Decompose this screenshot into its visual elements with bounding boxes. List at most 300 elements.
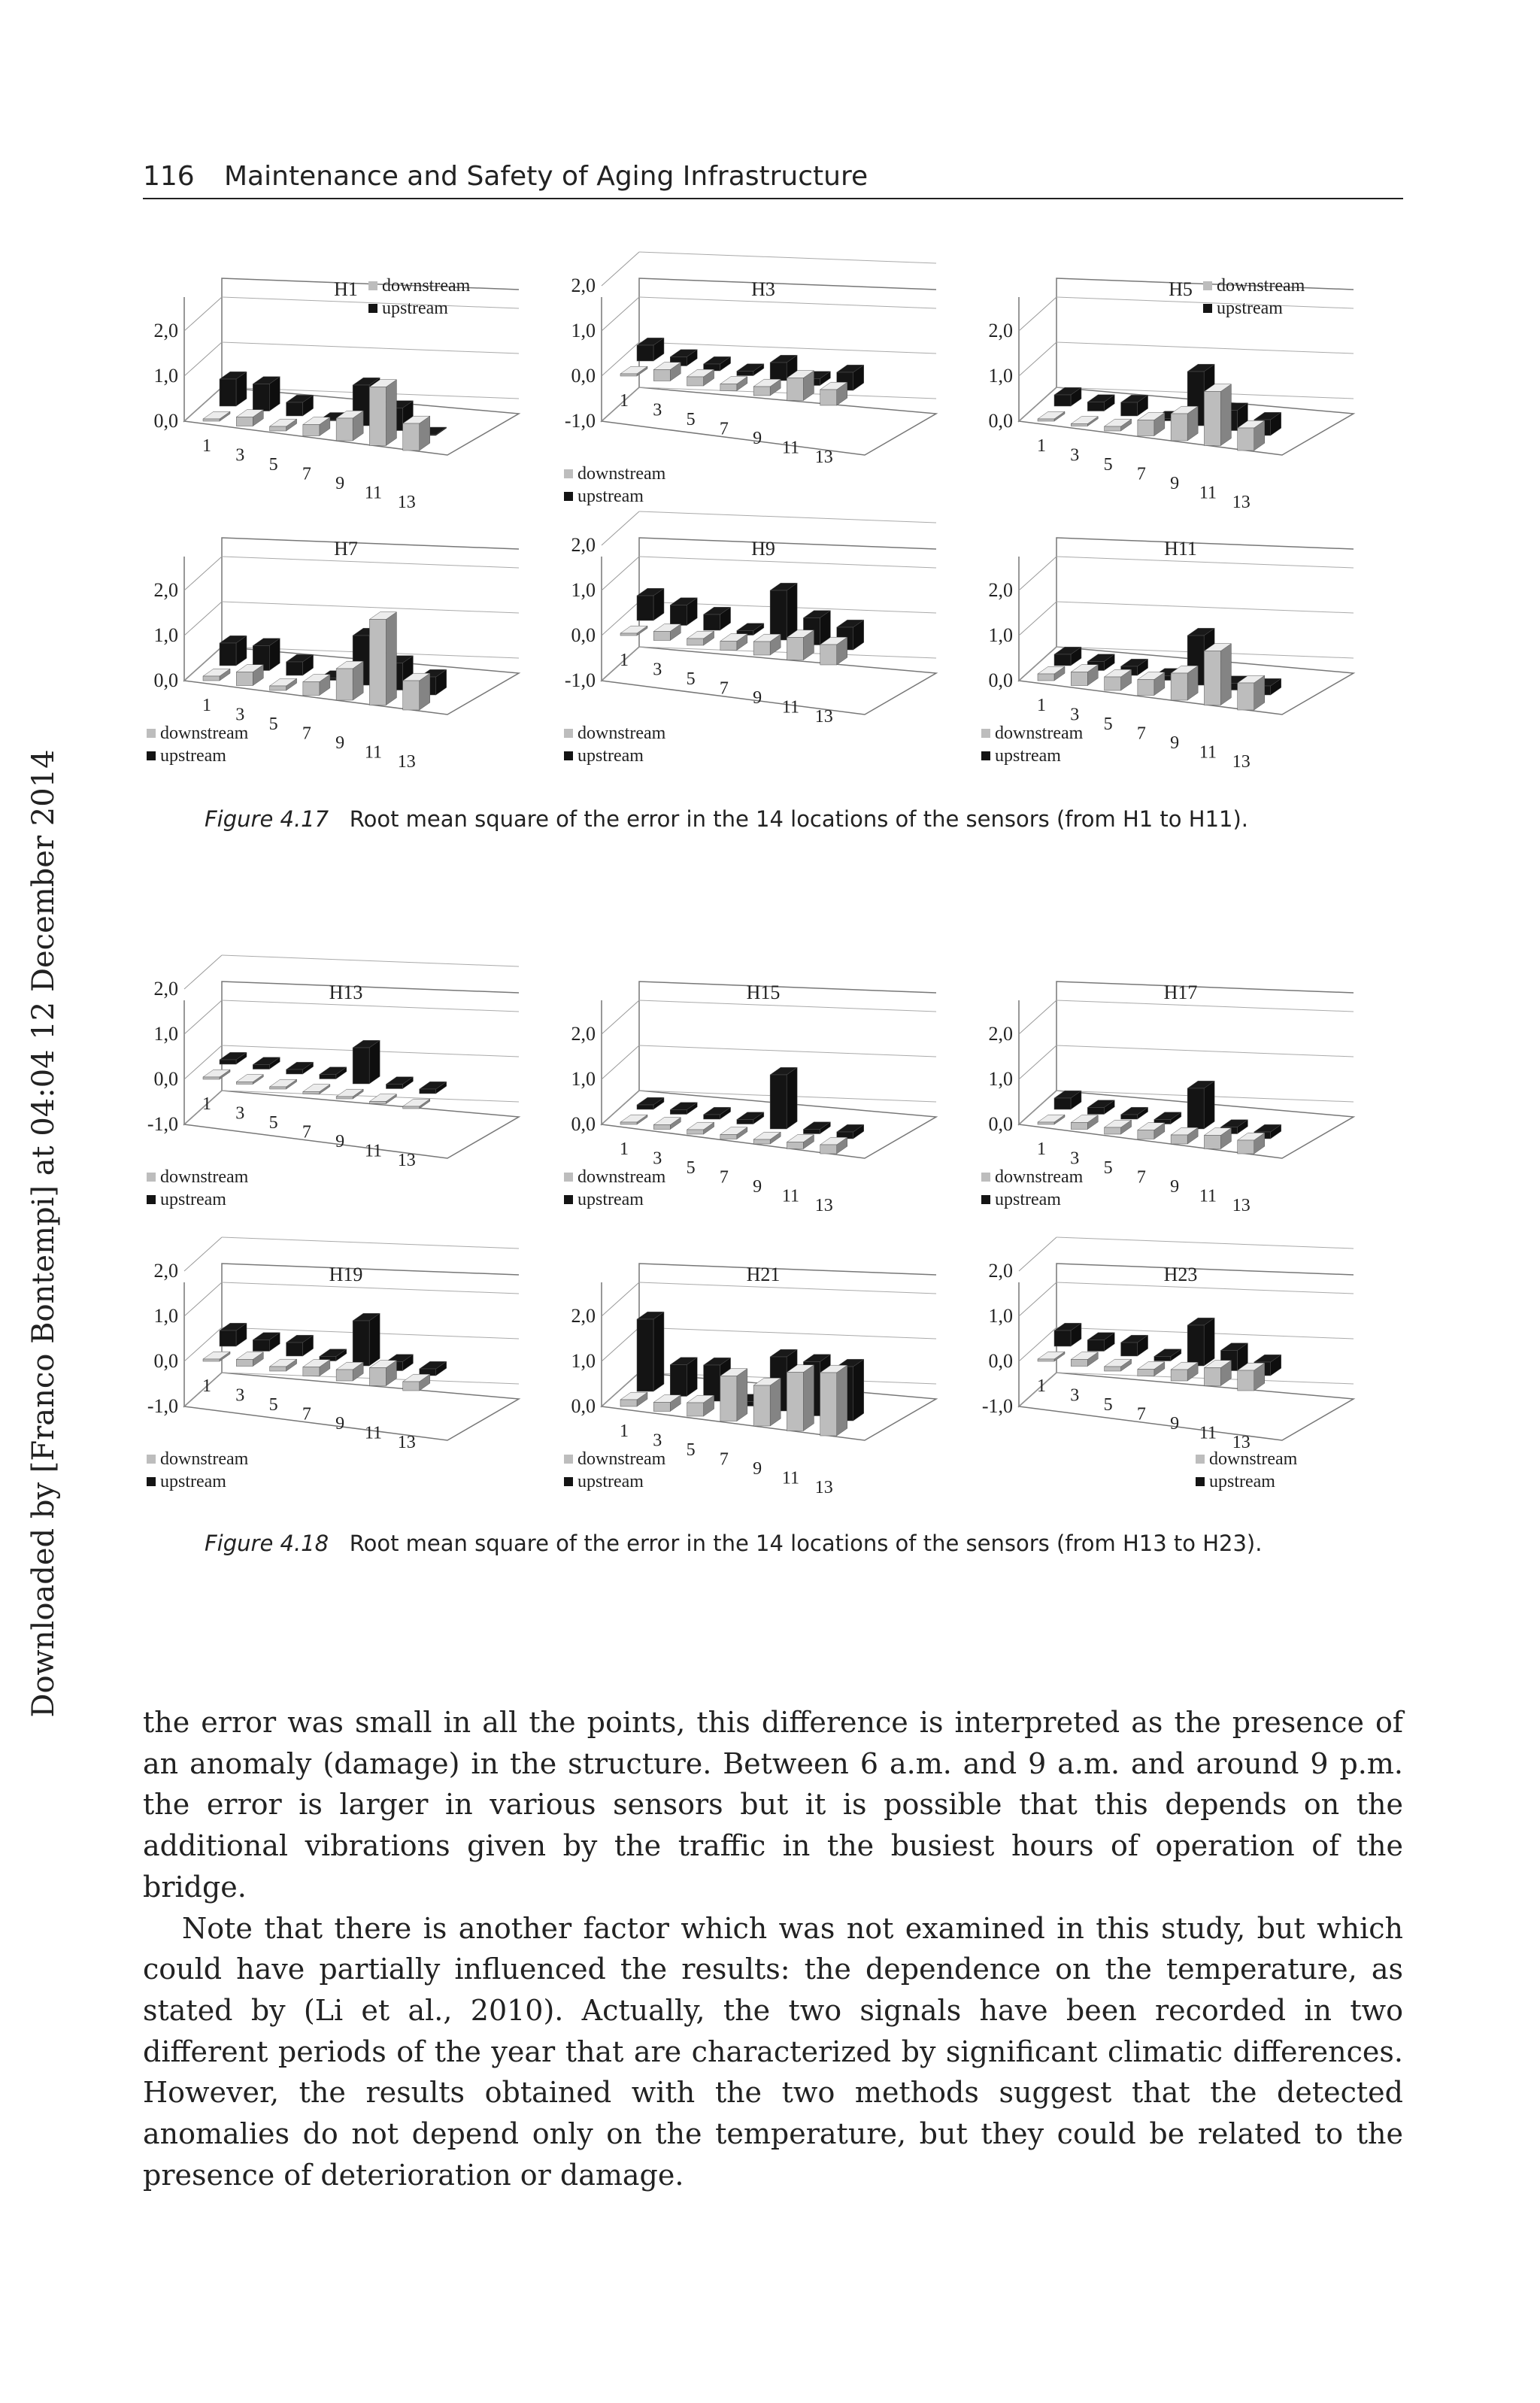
bar-downstream bbox=[1105, 669, 1132, 690]
floor-plane bbox=[184, 1373, 519, 1440]
chart-title: H17 bbox=[1163, 982, 1198, 1003]
bar-downstream bbox=[1138, 1123, 1165, 1139]
bar-downstream bbox=[1171, 666, 1198, 700]
bar-upstream bbox=[704, 1107, 731, 1119]
x-tick-label: 9 bbox=[1170, 474, 1180, 493]
bar-downstream bbox=[653, 1395, 681, 1412]
x-tick-label: 9 bbox=[335, 474, 345, 493]
bar-downstream bbox=[787, 1365, 814, 1431]
x-tick-label: 5 bbox=[686, 669, 696, 689]
x-tick-label: 1 bbox=[1037, 696, 1046, 715]
x-tick-label: 5 bbox=[1103, 715, 1113, 734]
x-tick-label: 9 bbox=[753, 1177, 762, 1197]
bar-upstream bbox=[1054, 387, 1081, 406]
y-tick-label: 1,0 bbox=[571, 320, 596, 341]
bar-upstream bbox=[1154, 1112, 1181, 1124]
bar-downstream bbox=[236, 410, 263, 426]
bar-upstream bbox=[1121, 1107, 1148, 1119]
x-tick-label: 5 bbox=[268, 1395, 278, 1415]
figure-caption-text: Root mean square of the error in the 14 locations of the sensors (from H13 to H23). bbox=[349, 1531, 1263, 1556]
bar-downstream bbox=[369, 380, 396, 446]
y-tick-label: 2,0 bbox=[571, 1023, 596, 1045]
bar-downstream bbox=[620, 626, 647, 636]
chart-svg bbox=[560, 1252, 981, 1497]
legend-swatch-upstream bbox=[147, 1477, 156, 1486]
legend-swatch-downstream bbox=[564, 469, 573, 478]
gridline bbox=[602, 252, 639, 286]
legend-label-upstream: upstream bbox=[160, 746, 226, 766]
legend-swatch-upstream bbox=[147, 1195, 156, 1204]
bar-upstream bbox=[1054, 647, 1081, 666]
bar-upstream bbox=[770, 1067, 797, 1129]
x-tick-label: 1 bbox=[620, 651, 629, 670]
gridline bbox=[1056, 602, 1354, 613]
bar-upstream bbox=[320, 1067, 347, 1079]
legend-swatch-upstream bbox=[1196, 1477, 1205, 1486]
bar-downstream bbox=[1171, 406, 1198, 441]
bar-downstream bbox=[820, 1137, 847, 1154]
bar-downstream bbox=[270, 678, 297, 690]
x-tick-label: 7 bbox=[302, 724, 311, 744]
x-tick-label: 5 bbox=[1103, 1395, 1113, 1415]
bar-downstream bbox=[236, 1075, 263, 1085]
bar-upstream bbox=[1121, 1335, 1148, 1356]
gridline bbox=[1056, 1282, 1354, 1294]
x-tick-label: 7 bbox=[302, 1122, 311, 1142]
bar-upstream bbox=[220, 636, 247, 666]
gridline bbox=[602, 557, 639, 590]
gridline bbox=[639, 1282, 936, 1294]
legend-swatch-upstream bbox=[564, 1195, 573, 1204]
bar-downstream bbox=[653, 624, 681, 641]
y-tick-label: 2,0 bbox=[153, 579, 178, 601]
y-tick-label: 1,0 bbox=[988, 1068, 1013, 1090]
bar-downstream bbox=[1138, 672, 1165, 696]
bar-upstream bbox=[837, 1124, 864, 1139]
bar-upstream bbox=[1187, 1318, 1214, 1366]
bar-downstream bbox=[403, 1374, 430, 1391]
x-tick-label: 9 bbox=[753, 429, 762, 448]
bar-downstream bbox=[620, 366, 647, 376]
y-tick-label: 0,0 bbox=[571, 365, 596, 387]
gridline bbox=[1019, 1237, 1056, 1271]
gridline bbox=[184, 1000, 222, 1034]
chart-title: H7 bbox=[334, 538, 358, 560]
bar-downstream bbox=[1071, 1115, 1098, 1130]
legend-label-downstream: downstream bbox=[382, 276, 471, 296]
bar-downstream bbox=[369, 1361, 396, 1386]
legend-label-upstream: upstream bbox=[382, 299, 448, 318]
chart-title: H19 bbox=[329, 1264, 363, 1285]
paragraph: Note that there is another factor which was not examined in this study, but which could have partially influenced the results: the dependence on the temperature, as stated by (Li et al., 2010). Actually, the two signals have been recorded in two different periods of the year that are characterized by significant climatic differences. However, the results obtained with the two methods suggest that the detected anomalies do not depend only on the temperature, but they could be related to the presence of deterioration or damage. bbox=[143, 1911, 1403, 2192]
bar-upstream bbox=[420, 1361, 447, 1376]
y-tick-label: 0,0 bbox=[988, 410, 1013, 432]
chart-legend bbox=[1203, 276, 1305, 318]
x-tick-label: 13 bbox=[397, 1433, 416, 1452]
floor-plane bbox=[602, 647, 936, 715]
legend-label-upstream: upstream bbox=[995, 1190, 1061, 1209]
y-tick-label: 0,0 bbox=[988, 1350, 1013, 1372]
gridline bbox=[222, 557, 519, 568]
x-tick-label: 3 bbox=[235, 1103, 245, 1124]
legend-swatch-upstream bbox=[1203, 304, 1212, 313]
chart-title: H5 bbox=[1169, 278, 1193, 300]
x-tick-label: 11 bbox=[364, 742, 382, 763]
y-tick-label: 1,0 bbox=[988, 1305, 1013, 1327]
y-tick-label: 2,0 bbox=[988, 320, 1013, 341]
bar-upstream bbox=[704, 357, 731, 371]
x-tick-label: 11 bbox=[364, 483, 382, 503]
bar-upstream bbox=[353, 1040, 380, 1084]
bar-upstream bbox=[1087, 1333, 1114, 1352]
bar-downstream bbox=[403, 1099, 430, 1109]
x-tick-label: 5 bbox=[268, 715, 278, 734]
bar-downstream bbox=[369, 1094, 396, 1104]
bar-downstream bbox=[203, 1070, 230, 1079]
bar-upstream bbox=[1087, 395, 1114, 411]
chart-svg bbox=[143, 526, 564, 772]
x-tick-label: 7 bbox=[1136, 1404, 1146, 1425]
chart-legend bbox=[1196, 1449, 1298, 1491]
bar-downstream bbox=[1038, 666, 1065, 681]
bar-downstream bbox=[1171, 1127, 1198, 1144]
y-tick-label: 0,0 bbox=[988, 1113, 1013, 1135]
legend-swatch-upstream bbox=[564, 1477, 573, 1486]
bar-upstream bbox=[637, 1312, 664, 1391]
bar-downstream bbox=[720, 634, 747, 651]
bar-downstream bbox=[303, 1360, 330, 1376]
chart-h7 bbox=[143, 526, 564, 772]
bar-upstream bbox=[286, 654, 314, 675]
x-tick-label: 1 bbox=[620, 1421, 629, 1441]
bar-downstream bbox=[653, 363, 681, 381]
y-tick-label: 1,0 bbox=[988, 365, 1013, 387]
y-tick-label: 1,0 bbox=[153, 1305, 178, 1327]
bar-downstream bbox=[820, 1365, 847, 1436]
chart-title: H13 bbox=[329, 982, 363, 1003]
bar-upstream bbox=[637, 1097, 664, 1109]
bar-upstream bbox=[353, 1313, 380, 1366]
x-tick-label: 3 bbox=[235, 1385, 245, 1406]
x-tick-label: 7 bbox=[1136, 1167, 1146, 1188]
legend-label-downstream: downstream bbox=[578, 724, 666, 743]
bar-upstream bbox=[670, 1358, 697, 1397]
chart-h13 bbox=[143, 970, 564, 1211]
bar-upstream bbox=[637, 338, 664, 361]
x-tick-label: 13 bbox=[1232, 493, 1250, 512]
bar-upstream bbox=[220, 1323, 247, 1346]
bar-downstream bbox=[1038, 411, 1065, 421]
x-tick-label: 11 bbox=[781, 697, 799, 718]
legend-swatch-downstream bbox=[1196, 1455, 1205, 1464]
chart-svg bbox=[560, 267, 981, 508]
legend-label-downstream: downstream bbox=[995, 1167, 1084, 1187]
bar-upstream bbox=[670, 1103, 697, 1115]
x-tick-label: 3 bbox=[653, 1431, 662, 1451]
bar-downstream bbox=[303, 1085, 330, 1094]
y-tick-label: 0,0 bbox=[153, 1350, 178, 1372]
floor-plane bbox=[602, 387, 936, 455]
bar-downstream bbox=[620, 1115, 647, 1124]
bar-upstream bbox=[1087, 1100, 1114, 1115]
y-tick-label: 0,0 bbox=[571, 1113, 596, 1135]
gridline bbox=[1056, 1000, 1354, 1012]
y-tick-label: 1,0 bbox=[153, 1023, 178, 1045]
x-tick-label: 11 bbox=[781, 1186, 799, 1206]
y-tick-label: 2,0 bbox=[988, 1023, 1013, 1045]
bar-upstream bbox=[637, 588, 664, 620]
bar-downstream bbox=[653, 1118, 681, 1130]
y-tick-label: 2,0 bbox=[571, 1305, 596, 1327]
x-tick-label: 3 bbox=[235, 705, 245, 725]
y-tick-label: 2,0 bbox=[988, 1260, 1013, 1282]
gridline bbox=[184, 955, 222, 989]
y-tick-label: 1,0 bbox=[153, 365, 178, 387]
gridline bbox=[602, 1045, 639, 1079]
bar-downstream bbox=[1038, 1115, 1065, 1124]
x-tick-label: 3 bbox=[653, 1148, 662, 1169]
legend-swatch-downstream bbox=[564, 1173, 573, 1182]
gridline bbox=[1019, 557, 1056, 590]
bar-downstream bbox=[236, 1352, 263, 1367]
chart-h15 bbox=[560, 970, 981, 1215]
bar-upstream bbox=[220, 372, 247, 406]
x-tick-label: 7 bbox=[1136, 464, 1146, 484]
bar-upstream bbox=[1187, 1081, 1214, 1129]
figure-4-17-caption bbox=[205, 806, 1248, 832]
gridline bbox=[602, 511, 639, 545]
bar-downstream bbox=[1204, 644, 1231, 705]
x-tick-label: 7 bbox=[1136, 724, 1146, 744]
x-tick-label: 7 bbox=[719, 1449, 729, 1470]
gridline bbox=[602, 1282, 639, 1316]
bar-downstream bbox=[203, 669, 230, 681]
figure-4-18-caption bbox=[205, 1531, 1262, 1556]
legend-label-downstream: downstream bbox=[160, 1449, 249, 1469]
y-tick-label: 1,0 bbox=[988, 624, 1013, 646]
bar-downstream bbox=[1071, 1352, 1098, 1367]
gridline bbox=[639, 252, 936, 263]
gridline bbox=[222, 1237, 519, 1249]
gridline bbox=[184, 557, 222, 590]
bar-downstream bbox=[336, 1089, 363, 1099]
bar-downstream bbox=[403, 673, 430, 710]
legend-swatch-downstream bbox=[147, 1455, 156, 1464]
x-tick-label: 1 bbox=[202, 696, 211, 715]
x-tick-label: 13 bbox=[1232, 1433, 1250, 1452]
bar-downstream bbox=[1238, 675, 1265, 710]
y-tick-label: 1,0 bbox=[571, 579, 596, 601]
gridline bbox=[1019, 602, 1056, 636]
chart-svg bbox=[978, 267, 1399, 512]
legend-label-upstream: upstream bbox=[578, 487, 644, 506]
x-tick-label: 9 bbox=[335, 1132, 345, 1151]
download-watermark bbox=[6, 749, 81, 1718]
body-text bbox=[143, 1702, 1403, 2195]
bar-downstream bbox=[787, 630, 814, 660]
legend-swatch-downstream bbox=[564, 1455, 573, 1464]
chart-svg bbox=[978, 970, 1399, 1215]
chart-h23 bbox=[978, 1252, 1399, 1493]
bar-upstream bbox=[1054, 1091, 1081, 1109]
chart-title: H11 bbox=[1164, 538, 1197, 560]
x-tick-label: 13 bbox=[814, 448, 833, 467]
bar-downstream bbox=[270, 1079, 297, 1089]
x-tick-label: 5 bbox=[1103, 455, 1113, 475]
chart-title: H9 bbox=[751, 538, 775, 560]
bar-upstream bbox=[704, 607, 731, 630]
chart-legend bbox=[368, 276, 471, 318]
page-header bbox=[143, 147, 1403, 199]
bar-downstream bbox=[720, 1127, 747, 1139]
figure-label: Figure 4.17 bbox=[205, 806, 329, 832]
gridline bbox=[639, 1000, 936, 1012]
x-tick-label: 11 bbox=[1199, 483, 1217, 503]
gridline bbox=[639, 1327, 936, 1339]
bar-upstream bbox=[737, 624, 764, 636]
chart-svg bbox=[560, 970, 981, 1215]
bar-upstream bbox=[253, 1057, 280, 1070]
x-tick-label: 1 bbox=[1037, 1139, 1046, 1159]
gridline bbox=[1019, 342, 1056, 376]
gridline bbox=[222, 1282, 519, 1294]
gridline bbox=[1019, 1000, 1056, 1034]
chart-legend bbox=[147, 1449, 249, 1491]
bar-downstream bbox=[1238, 1133, 1265, 1154]
x-tick-label: 13 bbox=[814, 707, 833, 727]
bar-downstream bbox=[336, 661, 363, 700]
legend-label-downstream: downstream bbox=[995, 724, 1084, 743]
bar-downstream bbox=[720, 377, 747, 391]
x-tick-label: 13 bbox=[814, 1196, 833, 1215]
x-tick-label: 5 bbox=[686, 1440, 696, 1460]
y-tick-label: 2,0 bbox=[571, 534, 596, 556]
bar-downstream bbox=[303, 675, 330, 696]
chart-h3 bbox=[560, 267, 981, 508]
chart-frame bbox=[602, 982, 936, 1158]
bar-upstream bbox=[737, 364, 764, 376]
bar-downstream bbox=[1071, 665, 1098, 686]
legend-swatch-downstream bbox=[564, 729, 573, 738]
y-tick-label: 0,0 bbox=[153, 669, 178, 691]
bar-upstream bbox=[253, 1333, 280, 1352]
gridline bbox=[1056, 557, 1354, 568]
bar-downstream bbox=[369, 612, 396, 705]
bar-downstream bbox=[1204, 1361, 1231, 1386]
x-tick-label: 5 bbox=[686, 1158, 696, 1178]
x-tick-label: 3 bbox=[1070, 1385, 1080, 1406]
chart-svg bbox=[143, 1252, 564, 1493]
bar-upstream bbox=[286, 395, 314, 416]
bar-upstream bbox=[286, 1335, 314, 1356]
x-tick-label: 11 bbox=[781, 438, 799, 458]
chart-legend bbox=[147, 724, 249, 766]
bar-downstream bbox=[1038, 1352, 1065, 1361]
y-tick-label: 0,0 bbox=[571, 624, 596, 646]
chart-svg bbox=[560, 526, 981, 767]
bar-downstream bbox=[303, 417, 330, 436]
y-tick-label: 2,0 bbox=[571, 275, 596, 296]
floor-plane bbox=[1019, 1373, 1354, 1440]
x-tick-label: 5 bbox=[686, 410, 696, 429]
figure-caption-text: Root mean square of the error in the 14 locations of the sensors (from H1 to H11). bbox=[349, 806, 1249, 832]
bar-upstream bbox=[420, 1082, 447, 1094]
gridline bbox=[222, 342, 519, 353]
y-tick-label: 0,0 bbox=[153, 410, 178, 432]
x-tick-label: 7 bbox=[719, 1167, 729, 1188]
chart-h5 bbox=[978, 267, 1399, 512]
x-tick-label: 11 bbox=[781, 1468, 799, 1488]
gridline bbox=[1019, 297, 1056, 331]
x-tick-label: 13 bbox=[397, 752, 416, 772]
gridline bbox=[639, 1045, 936, 1057]
y-tick-label: 1,0 bbox=[571, 1068, 596, 1090]
legend-label-upstream: upstream bbox=[1209, 1472, 1275, 1491]
gridline bbox=[222, 602, 519, 613]
x-tick-label: 3 bbox=[1070, 705, 1080, 725]
y-tick-label: -1,0 bbox=[564, 669, 596, 691]
y-tick-label: 2,0 bbox=[153, 978, 178, 1000]
chart-h19 bbox=[143, 1252, 564, 1493]
paragraph: the error was small in all the points, this difference is interpreted as the presence of an anomaly (damage) in the structure. Between 6 a.m. and 9 a.m. and around 9 p.m. the error is larger in various sensors but it is possible that this depends on the additional vibrations given by the traffic in the busiest hours of operation of the bridge. bbox=[143, 1706, 1403, 1904]
x-tick-label: 7 bbox=[302, 464, 311, 484]
bar-upstream bbox=[220, 1052, 247, 1064]
chart-svg bbox=[143, 267, 564, 512]
chart-svg bbox=[978, 1252, 1399, 1493]
bar-downstream bbox=[687, 1395, 714, 1416]
chart-legend bbox=[981, 724, 1084, 766]
chart-h11 bbox=[978, 526, 1399, 772]
bar-upstream bbox=[737, 1112, 764, 1124]
bar-upstream bbox=[286, 1062, 314, 1074]
x-tick-label: 5 bbox=[268, 455, 278, 475]
legend-label-upstream: upstream bbox=[1217, 299, 1283, 318]
bar-downstream bbox=[787, 1135, 814, 1149]
page-number: 116 bbox=[143, 161, 195, 192]
y-tick-label: -1,0 bbox=[147, 1395, 178, 1417]
x-tick-label: 3 bbox=[653, 660, 662, 680]
y-tick-label: 1,0 bbox=[571, 1350, 596, 1372]
legend-swatch-upstream bbox=[564, 492, 573, 501]
chart-legend bbox=[564, 1167, 666, 1209]
legend-swatch-downstream bbox=[981, 1173, 990, 1182]
legend-label-upstream: upstream bbox=[160, 1190, 226, 1209]
x-tick-label: 11 bbox=[364, 1141, 382, 1161]
bar-downstream bbox=[753, 1378, 781, 1426]
x-tick-label: 13 bbox=[397, 493, 416, 512]
x-tick-label: 9 bbox=[1170, 1177, 1180, 1197]
x-tick-label: 3 bbox=[235, 445, 245, 466]
y-tick-label: -1,0 bbox=[981, 1395, 1013, 1417]
bar-downstream bbox=[1238, 420, 1265, 451]
bar-upstream bbox=[386, 1077, 413, 1089]
chart-legend bbox=[564, 464, 666, 506]
bar-downstream bbox=[1204, 384, 1231, 446]
bar-downstream bbox=[1138, 413, 1165, 436]
bar-upstream bbox=[1054, 1323, 1081, 1346]
chart-svg bbox=[978, 526, 1399, 772]
x-tick-label: 5 bbox=[1103, 1158, 1113, 1178]
bar-downstream bbox=[203, 411, 230, 421]
x-tick-label: 11 bbox=[364, 1423, 382, 1443]
chart-svg bbox=[143, 970, 564, 1211]
x-tick-label: 13 bbox=[397, 1151, 416, 1170]
chart-h9 bbox=[560, 526, 981, 767]
x-tick-label: 9 bbox=[1170, 733, 1180, 753]
x-tick-label: 1 bbox=[1037, 1376, 1046, 1396]
x-tick-label: 1 bbox=[620, 1139, 629, 1159]
x-tick-label: 3 bbox=[1070, 445, 1080, 466]
